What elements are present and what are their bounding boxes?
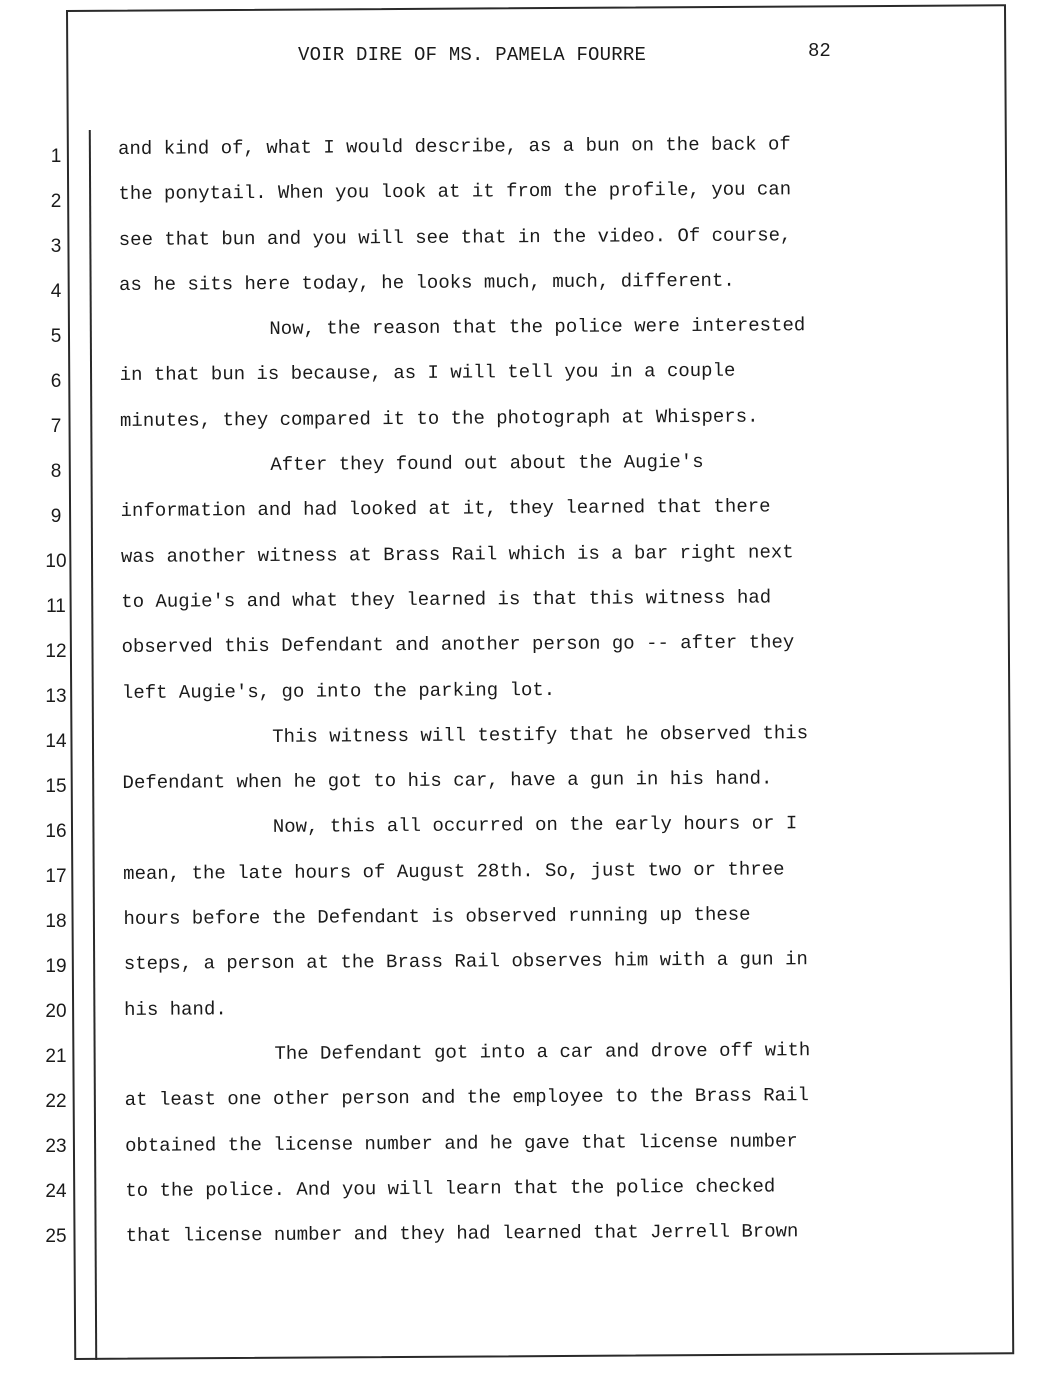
transcript-line: as he sits here today, he looks much, much, different. <box>118 269 735 296</box>
transcript-line: the ponytail. When you look at it from the profile, you can <box>118 178 792 206</box>
line-number: 19 <box>45 956 67 977</box>
page-number: 82 <box>808 40 831 62</box>
transcript-line: to the police. And you will learn that the police checked <box>125 1175 776 1202</box>
line-number: 7 <box>50 416 62 437</box>
transcript-line: minutes, they compared it to the photograph at Whispers. <box>119 405 759 432</box>
line-number: 20 <box>45 1001 67 1022</box>
transcript-line: observed this Defendant and another person go -- after they <box>121 631 795 659</box>
transcript-line: information and had looked at it, they learned that there <box>120 495 771 523</box>
transcript-line: Defendant when he got to his car, have a gun in his hand. <box>122 767 773 795</box>
transcript-line: The Defendant got into a car and drove off with <box>274 1039 811 1065</box>
line-number: 24 <box>45 1181 67 1202</box>
transcript-line: was another witness at Brass Rail which is a bar right next <box>120 540 794 568</box>
line-number: 1 <box>50 146 62 167</box>
line-number: 8 <box>50 461 62 482</box>
line-number: 14 <box>45 731 67 752</box>
line-number: 18 <box>45 911 67 932</box>
transcript-line: to Augie's and what they learned is that this witness had <box>121 586 772 613</box>
transcript-line: his hand. <box>124 997 227 1021</box>
transcript-line: Now, the reason that the police were interested <box>269 314 806 341</box>
line-number: 4 <box>50 281 62 302</box>
transcript-line: obtained the license number and he gave that license number <box>124 1129 798 1157</box>
transcript-line: at least one other person and the employee to the Brass Rail <box>124 1084 809 1112</box>
transcript-line: hours before the Defendant is observed running up these <box>123 903 751 931</box>
line-number: 21 <box>45 1046 67 1067</box>
transcript-line: mean, the late hours of August 28th. So, just two or three <box>123 858 785 885</box>
line-number: 22 <box>45 1091 67 1112</box>
line-number-column <box>36 144 76 1269</box>
page-title: VOIR DIRE OF MS. PAMELA FOURRE <box>298 44 647 66</box>
line-number: 15 <box>45 776 67 797</box>
line-number: 5 <box>50 326 62 347</box>
transcript-line: After they found out about the Augie's <box>270 450 704 477</box>
transcript-line: This witness will testify that he observed this <box>272 722 809 748</box>
transcript-line: and kind of, what I would describe, as a bun on the back of <box>118 133 791 160</box>
line-number: 9 <box>50 506 62 527</box>
transcript-line: in that bun is because, as I will tell you in a couple <box>119 360 736 387</box>
transcript-line: steps, a person at the Brass Rail observes him with a gun in <box>123 948 808 976</box>
line-number: 10 <box>45 551 67 572</box>
line-number: 13 <box>45 686 67 707</box>
transcript-body <box>118 130 926 1268</box>
line-number: 3 <box>50 236 62 257</box>
line-number: 2 <box>50 191 62 212</box>
line-number: 17 <box>45 866 67 887</box>
line-number: 6 <box>50 371 62 392</box>
line-number: 12 <box>45 641 67 662</box>
transcript-line: see that bun and you will see that in the video. Of course, <box>118 223 792 251</box>
transcript-line: Now, this all occurred on the early hours or I <box>272 812 798 839</box>
line-number: 25 <box>45 1226 67 1247</box>
line-number: 11 <box>46 596 66 617</box>
transcript-line: that license number and they had learned that Jerrell Brown <box>125 1220 799 1248</box>
line-number: 23 <box>45 1136 67 1157</box>
transcript-line: left Augie's, go into the parking lot. <box>121 678 556 704</box>
line-number: 16 <box>45 821 67 842</box>
